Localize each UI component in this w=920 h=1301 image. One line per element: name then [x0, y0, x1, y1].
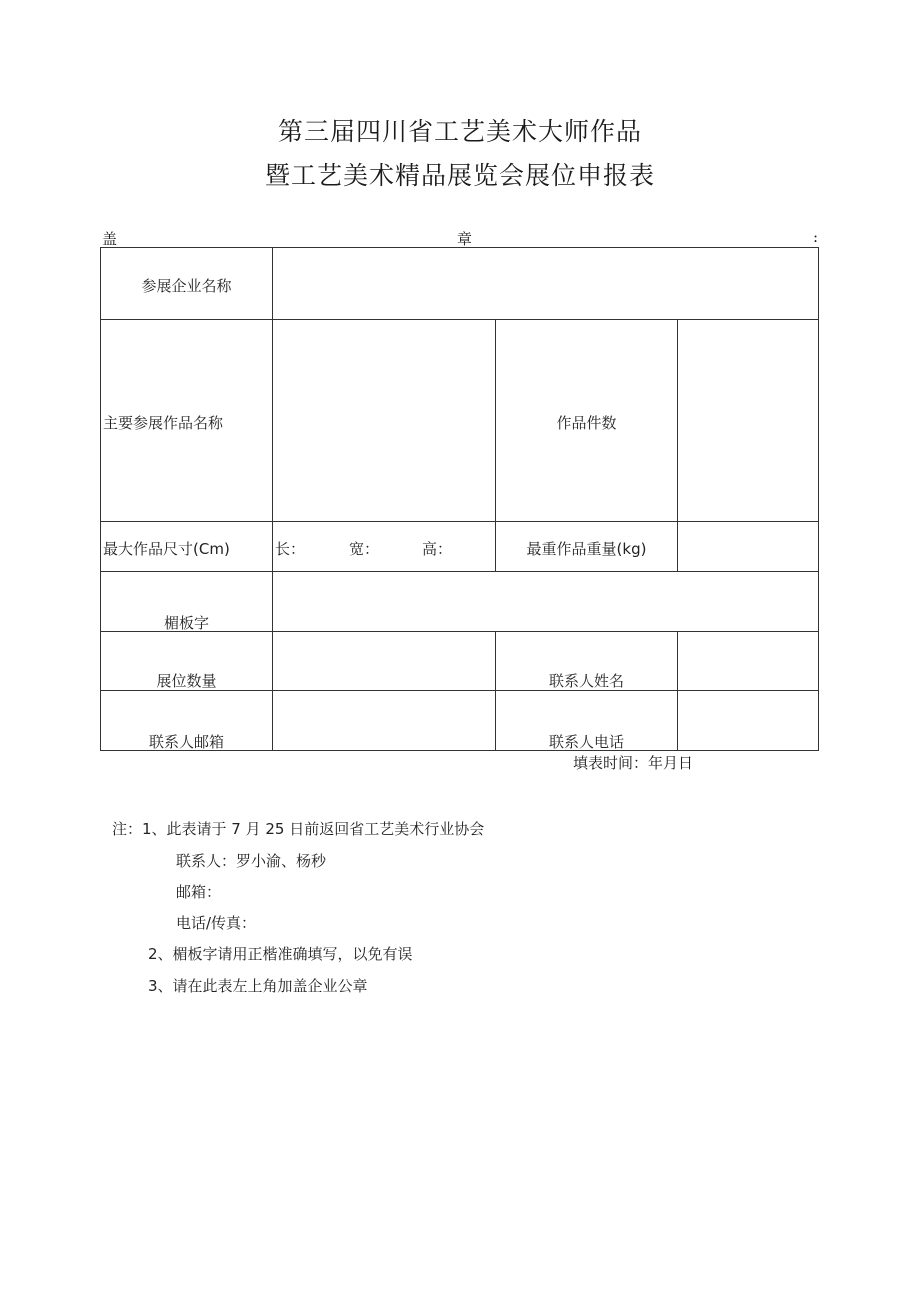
seal-label-colon: : — [813, 228, 819, 246]
booth-count-field[interactable] — [273, 632, 494, 689]
contact-phone-field[interactable] — [678, 691, 818, 749]
form-title-line2: 暨工艺美术精品展览会展位申报表 — [264, 161, 655, 190]
column-divider — [495, 319, 496, 571]
length-label: 长： — [275, 540, 306, 558]
contact-name-label: 联系人姓名 — [548, 672, 624, 690]
note-2: 2、楣板字请用正楷准确填写，以免有误 — [148, 945, 413, 963]
company-name-label: 参展企业名称 — [141, 277, 232, 295]
note-phone-fax: 电话/传真： — [176, 914, 257, 932]
form-title-line1: 第三届四川省工艺美术大师作品 — [277, 117, 642, 146]
note-3: 3、请在此表左上角加盖企业公章 — [148, 977, 368, 995]
contact-email-label: 联系人邮箱 — [148, 733, 224, 751]
booth-count-label: 展位数量 — [156, 672, 217, 690]
company-name-field[interactable] — [273, 249, 818, 318]
fill-date: 填表时间：年月日 — [573, 754, 694, 772]
main-works-label: 主要参展作品名称 — [103, 414, 224, 432]
works-count-field[interactable] — [678, 320, 818, 520]
application-form-table — [100, 247, 819, 751]
note-1: 注：1、此表请于 7 月 25 日前返回省工艺美术行业协会 — [112, 820, 485, 838]
note-email: 邮箱： — [176, 883, 222, 901]
contact-name-field[interactable] — [678, 632, 818, 689]
lintel-text-label: 楣板字 — [163, 614, 209, 632]
max-size-label: 最大作品尺寸(Cm) — [103, 540, 230, 558]
height-label: 高： — [422, 540, 453, 558]
main-works-field[interactable] — [273, 320, 494, 520]
contact-phone-label: 联系人电话 — [548, 733, 624, 751]
seal-label-left: 盖 — [102, 230, 118, 248]
width-label: 宽： — [349, 540, 380, 558]
max-weight-field[interactable] — [678, 522, 818, 570]
note-contact-person: 联系人：罗小渝、杨秒 — [176, 852, 327, 870]
lintel-text-field[interactable] — [273, 572, 818, 630]
seal-label-mid: 章 — [457, 230, 473, 248]
contact-email-field[interactable] — [273, 691, 494, 749]
works-count-label: 作品件数 — [556, 414, 617, 432]
max-weight-label: 最重作品重量(kg) — [526, 540, 647, 558]
